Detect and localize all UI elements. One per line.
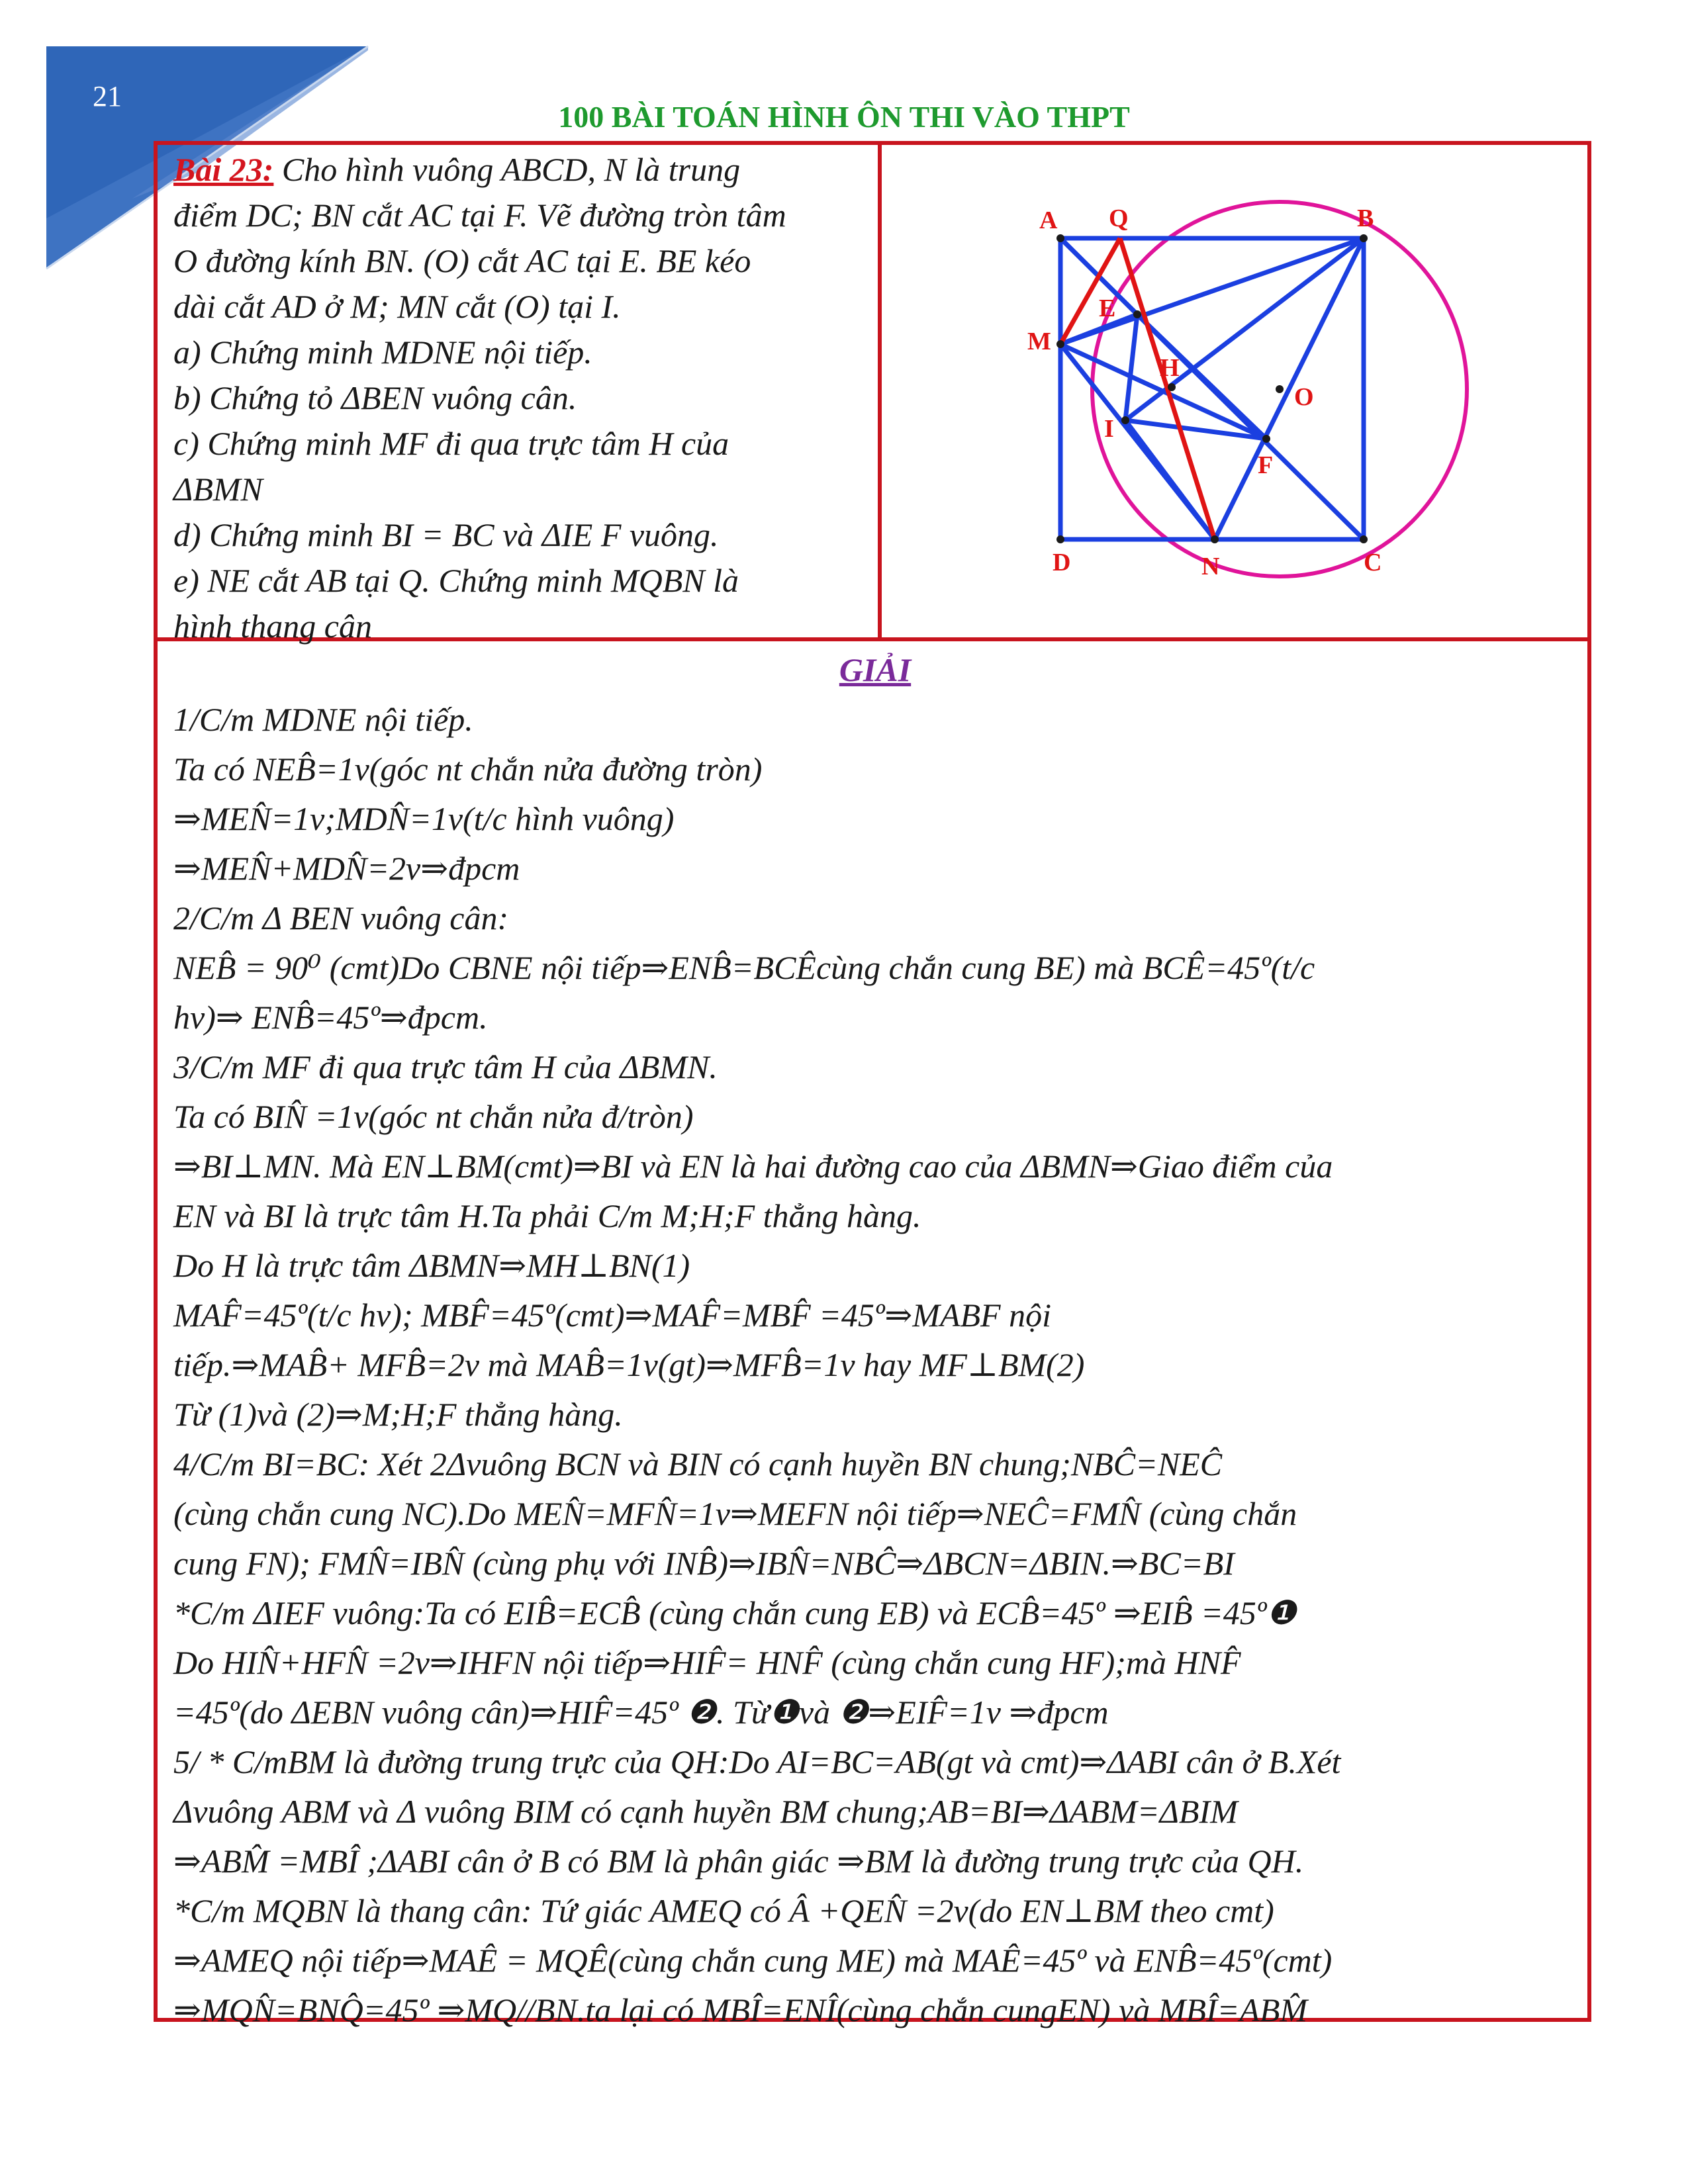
solution-line: Do H là trực tâm ΔBMN⇒MH⊥BN(1) <box>173 1247 690 1284</box>
point-label-d: D <box>1053 549 1071 576</box>
point-label-e: E <box>1099 295 1116 322</box>
point-label-a: A <box>1039 206 1058 234</box>
problem-line: e) NE cắt AB tại Q. Chứng minh MQBN là <box>173 562 739 599</box>
frame-divider-vertical <box>878 141 882 641</box>
solution-line: ⇒ABM̂ =MBÎ ;ΔABI cân ở B có BM là phân giác ⇒BM là đường trung trực của QH. <box>173 1843 1304 1880</box>
solution-line: Δvuông ABM và Δ vuông BIM có cạnh huyền BM chung;AB=BI⇒ΔABM=ΔBIM <box>173 1793 1238 1830</box>
solution-line: Ta có NEB̂=1v(góc nt chắn nửa đường tròn) <box>173 751 763 788</box>
page-header-title: 100 BÀI TOÁN HÌNH ÔN THI VÀO THPT <box>558 100 1130 134</box>
problem-line <box>173 147 868 193</box>
point-label-q: Q <box>1109 205 1129 232</box>
point-label-h: H <box>1160 354 1180 382</box>
solution-line: 2/C/m Δ BEN vuông cân: <box>173 899 509 936</box>
solution-line: (cùng chắn cung NC).Do MEN̂=MFN̂=1v⇒MEFN nội tiếp⇒NEĈ=FMN̂ (cùng chắn <box>173 1495 1297 1532</box>
solution-line: cung FN); FMN̂=IBN̂ (cùng phụ với INB̂)⇒IBN̂=NBĈ⇒ΔBCN=ΔBIN.⇒BC=BI <box>173 1545 1235 1582</box>
point-label-n: N <box>1201 553 1220 580</box>
point-label-i: I <box>1104 415 1114 443</box>
problem-label: Bài 23: <box>173 151 274 188</box>
solution-line: ⇒BI⊥MN. Mà EN⊥BM(cmt)⇒BI và EN là hai đường cao của ΔBMN⇒Giao điểm của <box>173 1148 1333 1185</box>
problem-line: d) Chứng minh BI = BC và ΔIE F vuông. <box>173 516 719 553</box>
solution-line: 1/C/m MDNE nội tiếp. <box>173 701 473 738</box>
point-label-o: O <box>1294 383 1314 411</box>
highlight-lines <box>1060 238 1215 539</box>
solution-line: ⇒AMEQ nội tiếp⇒MAÊ = MQÊ(cùng chắn cung ME) mà MAÊ=45º và ENB̂=45º(cmt) <box>173 1942 1333 1979</box>
solution-line: ⇒MEN̂+MDN̂=2v⇒đpcm <box>173 850 520 887</box>
solution-line: Do HIN̂+HFN̂ =2v⇒IHFN nội tiếp⇒HIF̂= HNF̂ (cùng chắn cung HF);mà HNF̂ <box>173 1644 1241 1681</box>
solution-line: *C/m MQBN là thang cân: Tứ giác AMEQ có Â +QEN̂ =2v(do EN⊥BM theo cmt) <box>173 1892 1274 1929</box>
point-label-m: M <box>1027 328 1051 355</box>
solution-line: Từ (1)và (2)⇒M;H;F thẳng hàng. <box>173 1396 623 1433</box>
construction-lines <box>1060 238 1364 539</box>
solution-line: hv)⇒ ENB̂=45º⇒đpcm. <box>173 999 488 1036</box>
solution-title: GIẢI <box>839 651 912 688</box>
solution-line: Ta có BIN̂ =1v(góc nt chắn nửa đ/tròn) <box>173 1098 694 1135</box>
point-label-f: F <box>1258 451 1274 479</box>
problem-statement <box>173 147 868 649</box>
problem-line: ΔBMN <box>173 471 263 508</box>
point-label-c: C <box>1364 549 1382 576</box>
solution-line: 4/C/m BI=BC: Xét 2Δvuông BCN và BIN có cạnh huyền BN chung;NBĈ=NEĈ <box>173 1445 1223 1482</box>
problem-line: điểm DC; BN cắt AC tại F. Vẽ đường tròn tâm <box>173 197 786 234</box>
solution-line: =45º(do ΔEBN vuông cân)⇒HIF̂=45º ❷. Từ❶và ❷⇒EIF̂=1v ⇒đpcm <box>173 1694 1109 1731</box>
solution-line: EN và BI là trực tâm H.Ta phải C/m M;H;F thẳng hàng. <box>173 1197 921 1234</box>
problem-line: dài cắt AD ở M; MN cắt (O) tại I. <box>173 288 621 325</box>
problem-line-text: Cho hình vuông ABCD, N là trung <box>273 151 741 188</box>
page-number: 21 <box>93 80 122 113</box>
problem-line: hình thang cân <box>173 608 372 645</box>
solution-line: *C/m ΔIEF vuông:Ta có EIB̂=ECB̂ (cùng chắn cung EB) và ECB̂=45º ⇒EIB̂ =45º❶ <box>173 1594 1297 1631</box>
geometry-figure <box>887 147 1585 635</box>
problem-line: O đường kính BN. (O) cắt AC tại E. BE kéo <box>173 242 751 279</box>
solution-line: 5/ * C/mBM là đường trung trực của QH:Do AI=BC=AB(gt và cmt)⇒ΔABI cân ở B.Xét <box>173 1743 1341 1780</box>
solution-line: ⇒MEN̂=1v;MDN̂=1v(t/c hình vuông) <box>173 800 675 837</box>
solution-line: tiếp.⇒MAB̂+ MFB̂=2v mà MAB̂=1v(gt)⇒MFB̂=1v hay MF⊥BM(2) <box>173 1346 1085 1383</box>
solution-section <box>173 645 1577 2035</box>
problem-line: c) Chứng minh MF đi qua trực tâm H của <box>173 425 729 462</box>
problem-line: b) Chứng tỏ ΔBEN vuông cân. <box>173 379 577 416</box>
solution-line: 3/C/m MF đi qua trực tâm H của ΔBMN. <box>173 1048 718 1085</box>
solution-line: ⇒MQN̂=BNQ̂=45º ⇒MQ//BN.ta lại có MBÎ=ENÎ(cùng chắn cungEN) và MBÎ=ABM̂ <box>173 1991 1308 2028</box>
point-label-b: B <box>1357 205 1374 232</box>
solution-line: MAF̂=45º(t/c hv); MBF̂=45º(cmt)⇒MAF̂=MBF̂ =45º⇒MABF nội <box>173 1297 1051 1334</box>
problem-line: a) Chứng minh MDNE nội tiếp. <box>173 334 592 371</box>
solution-line: NEB̂ = 90⁰ (cmt)Do CBNE nội tiếp⇒ENB̂=BCÊcùng chắn cung BE) mà BCÊ=45º(t/c <box>173 949 1315 986</box>
